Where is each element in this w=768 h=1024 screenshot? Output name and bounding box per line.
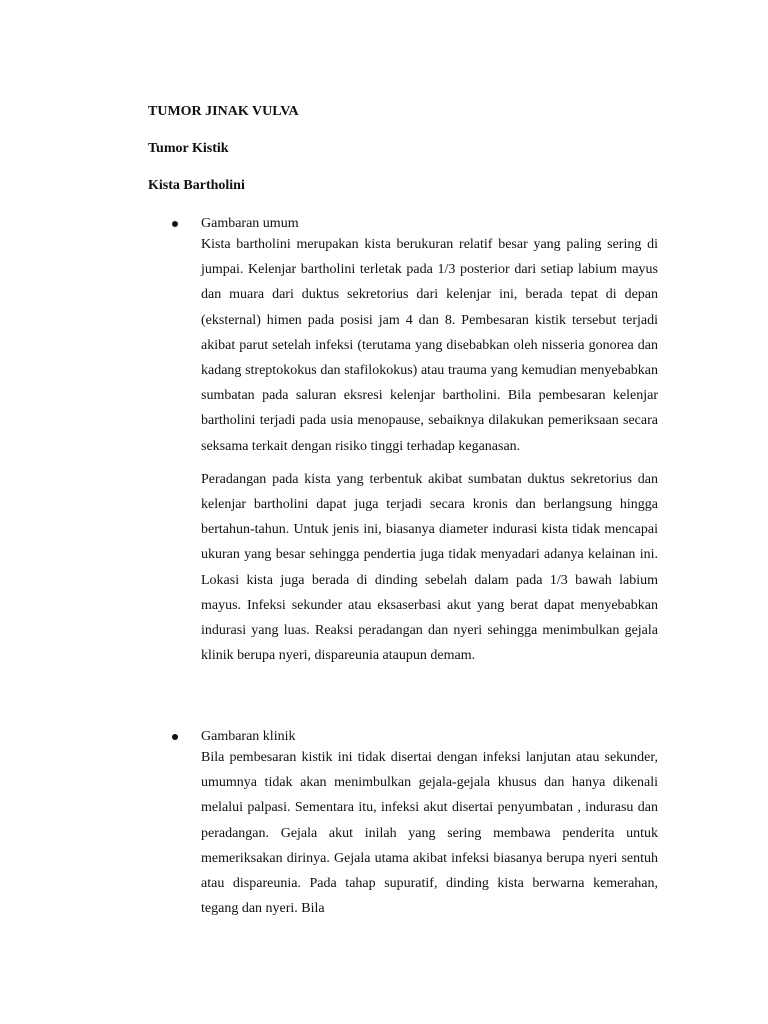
body-paragraph: Peradangan pada kista yang terbentuk akibat sumbatan duktus sekretorius dan kelenjar bartholini dapat juga terjadi secara kronis dan berlangsung hingga bertahun-tahun. Untuk jenis ini, biasanya diameter indurasi kista tidak mencapai ukuran yang besar sehingga pendertia juga tidak menyadari adanya kelainan ini. Lokasi kista juga berada di dinding sebelah dalam pada 1/3 bawah labium mayus. Infeksi sekunder atau eksaserbasi akut yang berat dapat menyebabkan indurasi yang luas. Reaksi peradangan dan nyeri sehingga menimbulkan gejala klinik berupa nyeri, dispareunia ataupun demam. bbox=[201, 471, 658, 664]
bullet-section-gambaran-klinik bbox=[148, 729, 660, 921]
bullet-dot-icon bbox=[172, 734, 178, 740]
bullet-dot-icon bbox=[172, 221, 178, 227]
bullet-section-gambaran-umum bbox=[148, 216, 660, 668]
body-paragraph: Bila pembesaran kistik ini tidak disertai dengan infeksi lanjutan atau sekunder, umumnya tidak akan menimbulkan gejala-gejala khusus dan hanya dikenali melalui palpasi. Sementara itu, infeksi akut disertai penyumbatan , indurasu dan peradangan. Gejala akut inilah yang sering membawa penderita untuk memeriksakan dirinya. Gejala utama akibat infeksi biasanya berupa nyeri sentuh atau dispareunia. Pada tahap supuratif, dinding kista berwarna kemerahan, tegang dan nyeri. Bila bbox=[201, 750, 658, 917]
bullet-item bbox=[148, 216, 660, 232]
document-title: TUMOR JINAK VULVA bbox=[148, 104, 299, 119]
subsection-heading: Kista Bartholini bbox=[148, 178, 245, 193]
body-paragraph: Kista bartholini merupakan kista berukuran relatif besar yang paling sering di jumpai. Kelenjar bartholini terletak pada 1/3 posterior dari setiap labium mayus dan muara dari duktus sekretorius dari kelenjar ini, berada tepat di depan (eksternal) himen pada posisi jam 4 dan 8. Pembesaran kistik tersebut terjadi akibat parut setelah infeksi (terutama yang disebabkan oleh nisseria gonorea dan kadang streptokokus dan stafilokokus) atau trauma yang kemudian menyebabkan sumbatan pada saluran eksresi kelenjar bartholini. Bila pembesaran kelenjar bartholini terjadi pada usia menopause, sebaiknya dilakukan pemeriksaan secara seksama terkait dengan risiko tinggi terhadap keganasan. bbox=[201, 237, 658, 454]
bullet-item bbox=[148, 729, 660, 745]
bullet-title: Gambaran klinik bbox=[201, 729, 296, 744]
bullet-title: Gambaran umum bbox=[201, 216, 299, 231]
section-heading: Tumor Kistik bbox=[148, 141, 229, 156]
